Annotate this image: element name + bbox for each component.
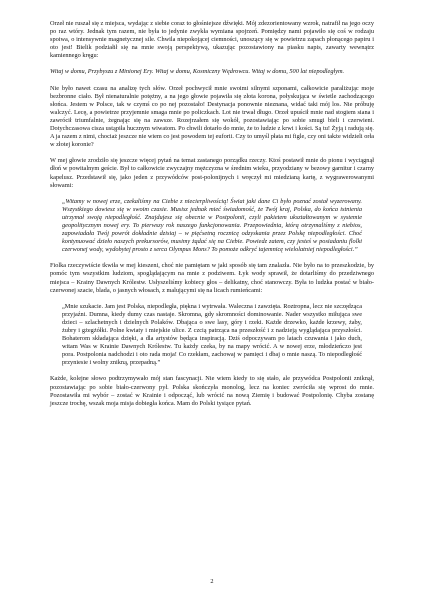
paragraph-ending: Każde, kolejne słowo podtrzymywało mój stan fascynacji. Nie wiem kiedy to się stało, ale przywódca Postpolonii zniknął, pozostawiając po sobie biało-czerwony pył. Polska skończyła monolog, lecz na koniec zwróciła się wprost do mnie. Pozostawiła mi wybór – zostać w Krainie i odpocząć, lub wrócić na nową Ziemię i budować Postpolonię. Chyba zostanę jeszcze trochę, wszak moja misja dobiegła końca. Mam do Polski tysiące pytań. (50, 375, 374, 407)
paragraph-flight: Nie było nawet czasu na analizę tych słów. Orzeł pochwycił mnie swoimi silnymi szponami, całkowicie paraliżując moje bezbronne ciało. Był nienaturalnie potężny, a na jego głowie pojawiła się złota korona, połyskująca w świetle zachodzącego słońca. Jestem w Polsce, tak w czymś co po nej pozostało! Destynacja ponownie nieznana, widać taki mój los. Nie próbuję walczyć. Lecę, a powietrze przyjemnie smaga mnie po policzkach. Lot nie trwał długo. Orzeł upuścił mnie nad stogiem siana i zawrócił triumfalnie, żegnając się na zawsze. Rozejrzałem się wokół, pozostawiając po sobie smugi bieli i czerwieni. Dotychczasowa cisza ustąpiła hucznym wiwatom. Po chwili dotarło do mnie, że to ludzie z krwi i kości. Są tu! Żyją i radują się. A ja razem z nimi, chociaż jeszcze nie wiem co jest powodem tej euforii. Czy to umyśl płata mi figle, czy oni także widzieli orła w złotej koronie? (50, 84, 374, 149)
paragraph-card-message: „Witamy w nowej erze, czekaliśmy na Ciebie z niecierpliwością! Świat jaki dane Ci było poznać został wyzerowany. Wszystkiego dowiesz się w swoim czasie. Musisz jednak mieć świadomość, że Twój kraj, Polska, do końca istnienia utrzymał swoją niepodległość. Znajdujesz się obecnie w Postpolonii, czyli pakietem ukształtowanym w systemie geopolitycznym nowej ery. To pierwszy rok naszego funkcjonowania. Przepowiednia, którą otrzymaliśmy z niebios, zapowiadała Twój powrót dokładnie dzisiaj – w pięćsetną rocznicę odzyskania przez Polskę niepodległości. Choć kontynuować dzieło naszych prekursorów, musimy żądać się na Ciebie. Powiedz zatem, czy jesteś w posiadaniu flolki czerwonej wody, wydobytej prosto z serca Olympus Mons? To pomoże odkryć tajemnicę wielolatniej niepodległości.” (62, 197, 362, 254)
page-number: 2 (210, 578, 214, 585)
paragraph-vial: Fiolka rzeczywiście tkwiła w mej kieszeni, choć nie pamiętam w jaki sposób się tam znalazła. Nie było na to przeszkodzie, by pomóc tym wszystkim ludziom, spoglądającym na mnie z podziwem. Łyk wody sprawił, że dotarliśmy do przedziwnego miejsca – Krainy Dawnych Królestw. Usłyszeliśmy kobiecy głos – delikatny, choć stanowczy. Była to ludzka postać w biało-czerwonej szacie, blada, o jasnych włosach, z malującymi się na licach rumieńcami: (50, 262, 374, 294)
paragraph-eagle-vision: Orzeł nie ruszał się z miejsca, wydając z siebie coraz to głośniejsze dźwięki. Mój zdezorientowany wzrok, natrafił na jego oczy po raz wtóry. Jednak tym razem, nie była to jedynie zwykła wymiana spojrzeń. Pomiędzy nami pojawiło się coś w rodzaju spoiwa, o intensywnie magnetycznej sile. Chwila niepokojącej ciemności, unoszący się w powietrzu zapach płonącego papiru i oto jest! Bielik podziałił się na mnie swoją perspektywą, ukazując pozostawiony na piasku napis, zawarty wewnątrz kamiennego kręgu: (50, 20, 374, 60)
paragraph-poland-monologue: „Mnie szukacie. Jam jest Polska, niepodległa, piękna i wytrwała. Waleczna i zawzięta. Roztropna, lecz nie szczędząca przyjaźni. Dumna, kiedy dumy czas nastaje. Skromna, gdy skromności dominowanie. Nader wszystko miłująca swe dzieci – szlachetnych i dzielnych Polaków. Dbająca o swe lasy, góry i rzeki. Każde drzewko, każde krzewy, żaby, żubry i gżegżółki. Polne kwiaty i miejskie ulice. Z czcią patrząca na przeszłość i z nadzieją wyglądająca przyszłości. Bohaterom składająca dzięki, a dla artystów będąca inspiracją. Dziś odpoczywam po latach czuwania i jako duch, witam Was w Krainie Dawnych Królestw. Tu każdy czeka, by na mapy wrócić. A w nowej erze, młodzieńczo jest pora. Postpolonia nadchodzi i oto rada moja! Co rzekłam, zachowaj w pamięci i dbaj o mnie naszą. To niepodległość przyniesie i wolny znikną, przepadną.” (62, 302, 362, 367)
paragraph-sand-inscription: Witaj w domu, Przybyszu z Minionej Ery. Witaj w domu, Kosmiczny Wędrowcu. Witaj w domu, 500 lat niepodległym. (50, 68, 345, 76)
paragraph-leader: W mej głowie zrodziło się jeszcze więcej pytań na temat zastanego porządku rzeczy. Ktoś postawił mnie do pionu i wyciągnął dłoń w powitalnym geście. Był to całkowicie zwyczajny mężczyzna w średnim wieku, przyodziany w bezowy garnitur i czarny kapelusz. Przedstawił się, jako jeden z przywódców post-polonijnych i wręczył mi miedzianą kartę, z wygrawerowanymi słowami: (50, 157, 374, 189)
